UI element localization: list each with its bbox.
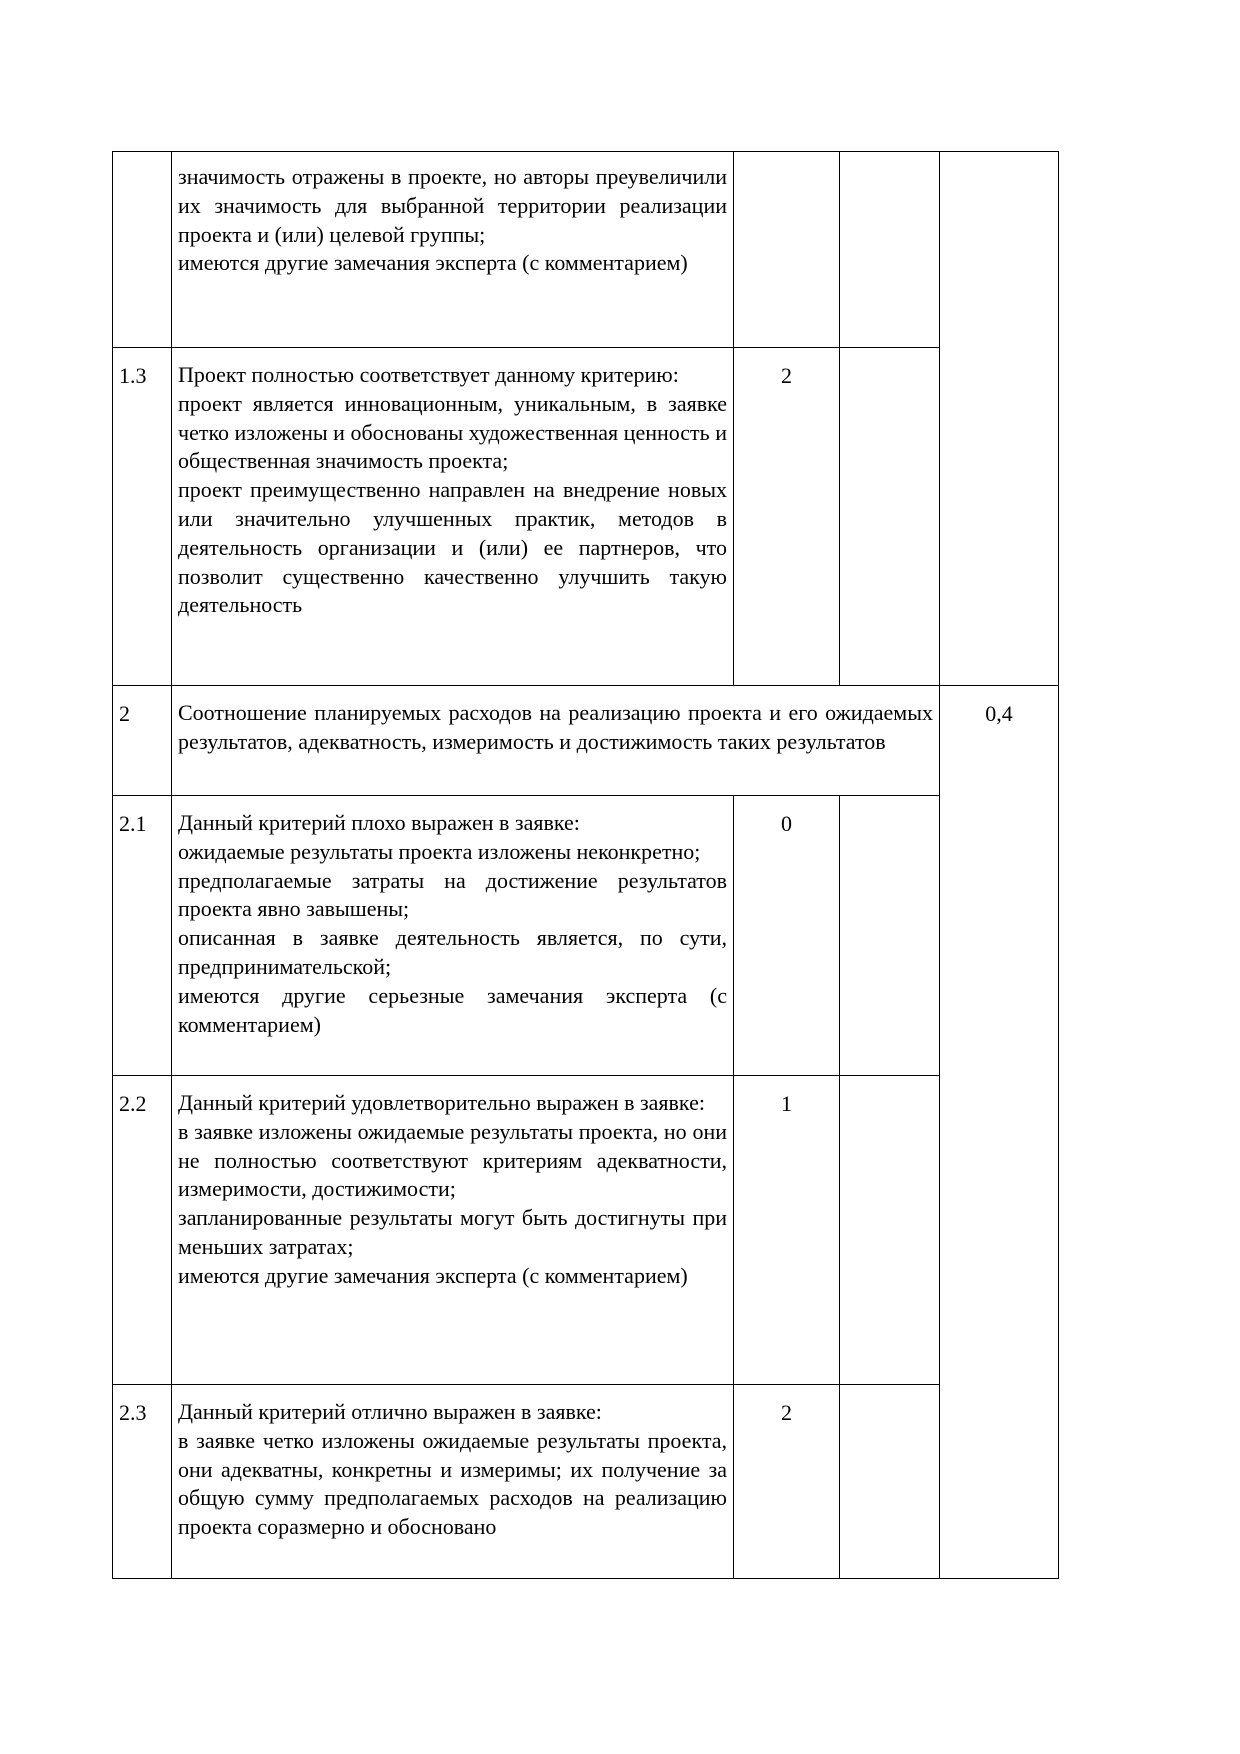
criterion-score: 2 [734, 348, 840, 686]
criterion-description [172, 1385, 734, 1579]
table-row [113, 686, 1059, 796]
criterion-score: 2 [734, 1385, 840, 1579]
criterion-number: 2.2 [113, 1076, 172, 1385]
criterion-number: 1.3 [113, 348, 172, 686]
evaluation-criteria-table [112, 151, 1059, 1579]
table-row [113, 348, 1059, 686]
criterion-description [172, 796, 734, 1076]
description-line: имеются другие замечания эксперта (с комментарием) [178, 1262, 688, 1288]
criterion-score: 0 [734, 796, 840, 1076]
criterion-description [172, 348, 734, 686]
description-line: Соотношение планируемых расходов на реализацию проекта и его ожидаемых результатов, адекватность, измеримость и достижимость таких результатов [178, 700, 933, 754]
weight-cell [940, 152, 1059, 686]
expert-score-cell[interactable] [840, 152, 940, 348]
description-line: запланированные результаты могут быть достигнуты при меньших затратах; [178, 1205, 727, 1259]
description-line: Данный критерий плохо выражен в заявке: [178, 810, 580, 835]
expert-score-cell[interactable] [840, 1076, 940, 1385]
expert-score-cell[interactable] [840, 796, 940, 1076]
table-row [113, 152, 1059, 348]
description-line: ожидаемые результаты проекта изложены неконкретно; [178, 838, 701, 864]
description-line: в заявке изложены ожидаемые результаты проекта, но они не полностью соответствуют критериям адекватности, измеримости, достижимости; [178, 1118, 727, 1202]
description-line: Данный критерий удовлетворительно выражен в заявке: [178, 1090, 705, 1115]
description-line: проект является инновационным, уникальным, в заявке четко изложены и обоснованы художественная ценность и общественная значимость проекта; [178, 390, 727, 474]
criterion-number: 2.3 [113, 1385, 172, 1579]
table-row [113, 1385, 1059, 1579]
description-line: предполагаемые затраты на достижение результатов проекта явно завышены; [178, 867, 727, 922]
table-row [113, 796, 1059, 1076]
criterion-number: 2.1 [113, 796, 172, 1076]
criterion-score [734, 152, 840, 348]
description-line: Данный критерий отлично выражен в заявке: [178, 1399, 602, 1424]
description-line: Проект полностью соответствует данному критерию: [178, 362, 679, 387]
criterion-score: 1 [734, 1076, 840, 1385]
criterion-number [113, 152, 172, 348]
criterion-number: 2 [113, 686, 172, 796]
description-line: имеются другие замечания эксперта (с комментарием) [178, 250, 688, 276]
table-row [113, 1076, 1059, 1385]
expert-score-cell[interactable] [840, 348, 940, 686]
description-line: имеются другие серьезные замечания эксперта (с комментарием) [178, 982, 727, 1037]
description-line: проект преимущественно направлен на внедрение новых или значительно улучшенных практик, методов в деятельность организации и (или) ее партнеров, что позволит существенно качественно улучшить такую деятельность [178, 477, 727, 618]
criterion-description [172, 1076, 734, 1385]
description-line: значимость отражены в проекте, но авторы преувеличили их значимость для выбранной территории реализации проекта и (или) целевой группы; [178, 164, 727, 247]
description-line: описанная в заявке деятельность является, по сути, предпринимательской; [178, 925, 727, 979]
expert-score-cell[interactable] [840, 1385, 940, 1579]
description-line: в заявке четко изложены ожидаемые результаты проекта, они адекватны, конкретны и измеримы; их получение за общую сумму предполагаемых расходов на реализацию проекта соразмерно и обосновано [178, 1427, 727, 1540]
criterion-title [172, 686, 940, 796]
criterion-description [172, 152, 734, 348]
criterion-weight: 0,4 [940, 686, 1059, 1579]
